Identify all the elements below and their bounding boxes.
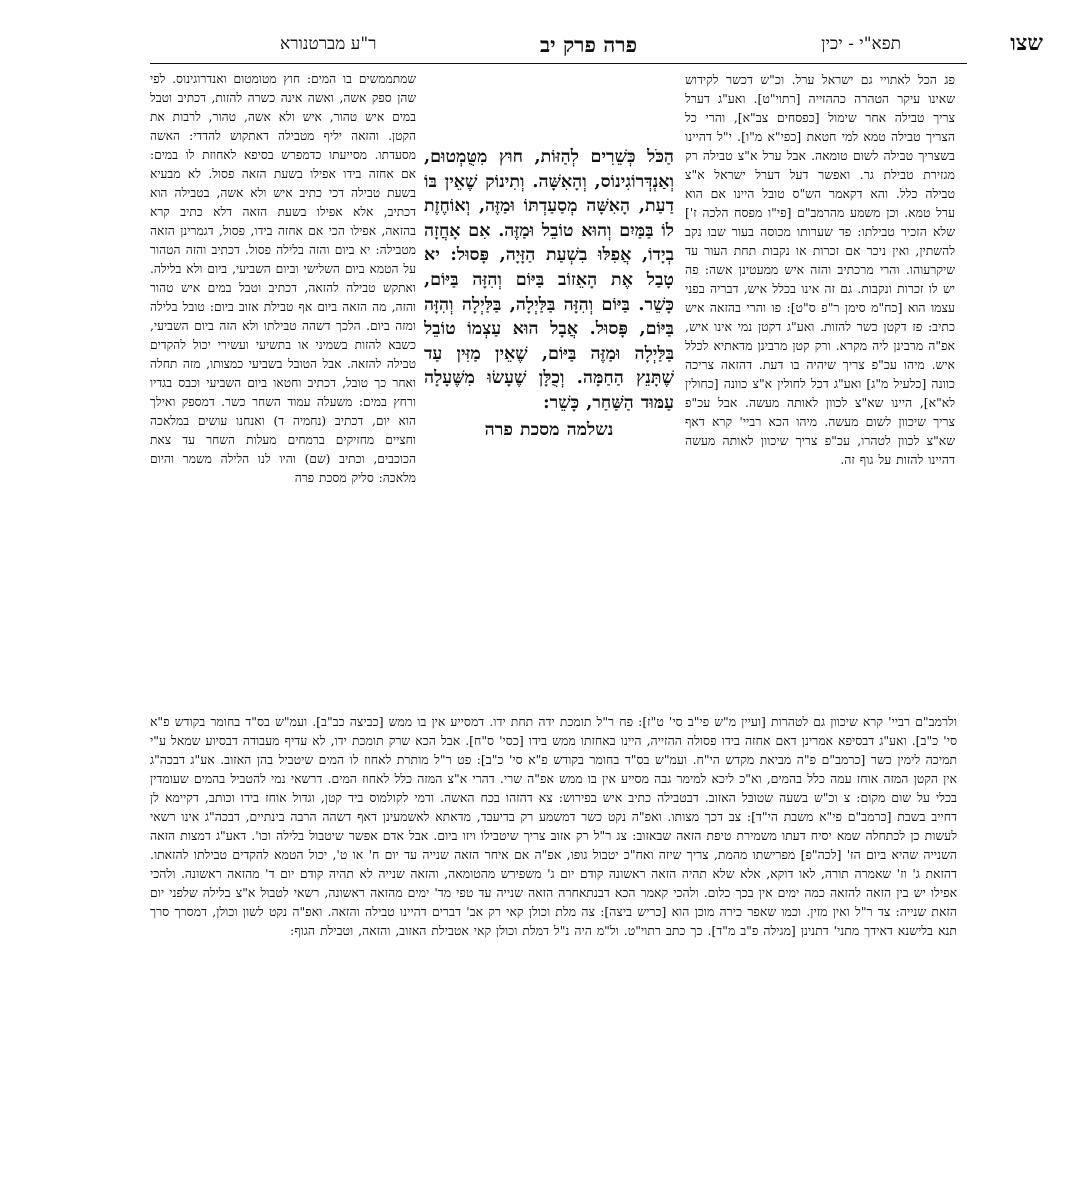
commentary-name: ר"ע מברטנורא bbox=[280, 34, 377, 54]
page-number: שצו bbox=[1010, 30, 1043, 56]
mishnah-text: הַכֹּל כְּשֵׁרִים לְהַזּוֹת, חוּץ מִטֻּמְטוּם, וְאַנְדְּרוֹגִינוֹס, וְהָאִשָּׁה. וְתִינוֹק שֶׁאֵין בּוֹ דַעַת, הָאִשָּׁה מְסַעַדְתּוֹ וּמַזֶּה, וְאוֹחֶזֶת לוֹ בַּמַּיִם וְהוּא טוֹבֵל וּמַזֶּה. אִם אָחֲזָה בְיָדוֹ, אֲפִלּוּ בִשְׁעַת הַזָּיָה, פָּסוּל: יא טָבַל אֶת הָאֵזוֹב בַּיּוֹם וְהִזָּה בַּיּוֹם, כָּשֵׁר. בַּיּוֹם וְהִזָּה בַּלַּיְלָה, בַּלַּיְלָה וְהִזָּה בַּיּוֹם, פָּסוּל. אֲבָל הוּא עַצְמוֹ טוֹבֵל בַּלַּיְלָה וּמַזֶּה בַּיּוֹם, שֶׁאֵין מַזִּין עַד שֶׁתָּנֵץ הַחַמָּה. וְכֻלָּן שֶׁעָשׂוּ מִשֶּׁעָלָה עַמּוּד הַשַּׁחַר, כָּשֵׁר: bbox=[424, 147, 674, 413]
page-header bbox=[280, 30, 1043, 64]
tiferet-yisrael-bottom: ולרמב"ם רביי' קרא שיכוון גם לטהרות [ועיין מ"ש פי"ב סי' ט"ז]: פח ר"ל תומכת ידה תחת ידו. דמסייע אין בו ממש [כביצה כב"ב]. ועמ"ש בס"ד בחומר בקודש פ"א סי' כ"ב]. ואע"ג דבסיפא אמרינן דאם אחזה בידו פסולה ההזייה, היינו באחזתו ממש בידו [כסי' ס"ח]. אבל הכא שרק תומכת ידו, לא עדיף מעבודה דבסיוע שמאל ע"י תמיכה לימין כשר [כרמב"ם פ"ה מביאת מקדש הי"ח. ועמ"ש בס"ד בחומר בקודש פ"א סי' כ"ב]: פט ר"ל מותרת לאחוז לו המים שיטביל בהן האזוב. אע"ג דבכה"ג אין הקטן המזה אוחז עמה כלל בהמים, וא"כ ליכא למימר גבה מסייע אין בו ממש אפ"ה שרי. דהרי א"צ המזה כלל לאחוז המים. דרשאי נמי להטביל בהמים שעומדין בכלי על שום מקום: צ וכ"ש בשעה שטובל האזוב. דבטבילה כתיב איש בפירוש: צא דהזהו בכח האשה. ודמי לקולמוס ביד קטן, וגדול אוחז בידו וכותב, דקיימא לן דחייב בשבת [כרמב"ם פי"א משבת הי"ד]: צב דכך מצותו. ואפ"ה נקט כשר דמשמע רק בדיעבד, מדאתא לאשמעינן דאף דשהה הרבה בינתיים, דבכה"ג אינו רשאי לעשות כן לכתחלה שמא יסיח דעתו משמירת טיפת הזאה שבאזוב: צג ר"ל רק אזוב צריך שיטבילו ויזו ביום. אבל אדם אפשר שיטבול בלילה וכו'. דאע"ג דמצות הזאה השנייה שהיא ביום הז' [לכה"פ] מפרישתו מהמת, צריך שיזה ואח"כ יטבול גופו, אפ"ה אם איחר הזאה שנייה עד יום ח' או ט', יכול הטמא להקדים טבילתו להזאתו. דהזאת ג' וז' שאמרה תורה, לאו דוקא, אלא שלא תהיה הזאה ראשונה קודם יום ג' משפירש מהטומאה, והזאה שנייה לא תהיה קודם יום ד' מהזאה ראשונה. ולהכי אפילו יש בין הזאה להזאה כמה ימים אין בכך כלום. ולהכי קאמר הכא דבנתאחרה הזאה שנייה עד טפי מד' ימים מהזאה ראשונה, רשאי לטבול א"צ בלילה שלפני יום הזאת שנייה: צד ר"ל ואין מזין. וכמו שאפר כירה מוכן הוא [כריש ביצה]: צה מלת וכולן קאי רק אב' דברים דהיינו טבילה והזאה. ואפ"ה נקט לשון וכולן, דמסרך סרך תנא בלישנא דאידך מתני' דתנינן [מגילה פ"ב מ"ד]. כך כתב רתוי"ט. ול"מ היה נ"ל דמלת וכולן קאי אטבילת האזוב, והזאה, וטבילת הגוף: bbox=[150, 714, 957, 938]
mishnah-text-block bbox=[424, 145, 674, 663]
tractate-ending: נשלמה מסכת פרה bbox=[484, 419, 614, 440]
page-title: פרה פרק יב bbox=[540, 32, 638, 57]
tiferet-yisrael-column: פג הכל לאתויי גם ישראל ערל. וכ"ש דכשר לקידוש שאינו עיקר הטהרה כההזייה [רתוי"ט]. ואע"ג דערל צריך טבילה אחר שימול [כפסחים צב"א], והרי כל הצריך טבילה טמא למי חטאת [כפי"א מ"ו]. י"ל דהיינו בשצריך טבילה לשום טומאה. אבל ערל א"צ טבילה רק מגזירת טבילת גר. ואפשר דעל דערל ישראל א"צ טבילה כלל. והא דקאמר הש"ס טובל היינו אם הוא ערל טמא. וכן משמע מהרמב"ם [פי"ו מפסח הלכה ז'] שלא הזכיר טבילתו: פד שערותו מכוסה בעור שבו נקב להשתין, ואין ניכר אם זכרות או נקבות תחת העור עד שיקרעוהו. והרי מרכתיב והזה איש ממעטינן אשה: פה יש לו זכרות ונקבות. גם זה אינו בכלל איש, דבריה בפני עצמו הוא [כח"מ סימן ר"פ ס"ט]: פו והרי בהזאה איש כתיב: פז דקטן כשר להזות. ואע"ג דקטן נמי אינו איש, אפ"ה מרבינן ליה מקרא. ורק קטן מרבינן מדאתיא לכלל איש. מיהו עכ"פ צריך שיהיה בו דעת. דהזאה צריכה כוונה [כלעיל מ"ג] ואע"ג דכל לחולין א"צ כוונה [כחולין לא"א], היינו שא"צ לכוון לאותה מעשה. אבל עכ"פ צריך שיכוון לשום מעשה. מיהו הכא רביי' קרא דאף שא"צ לכוון לטהרו, עכ"פ צריך שיכוון לאותה מעשה דהיינו להזות על גוף זה. bbox=[685, 72, 955, 467]
bartenura-column: שמתממשים בו המים: חוץ מטומטום ואנדרוגינוס. לפי שהן ספק אשה, ואשה אינה כשרה להזות, דכתיב וטבל במים איש טהור, איש ולא אשה, טהור, לרבות את הקטן. והזאה יליף מטבילה דאתקוש להדדי: האשה מסעדתו. מסייעתו כדמפרש בסיפא לאחוזת לו במים: אם אחזה בידו אפילו בשעת הזאה פסול. לא מבעיא בשעת טבילה דכי כתיב איש ולא אשה, בטבילה הוא דכתיב, אלא אפילו בשעת הזאה דלא כתיב קרא בהזאה, אפילו הכי אם אחזה בידו, פסול, דגמרינן הזאה מטבילה: יא ביום והזה בלילה פסול. דכתיב והזה הטהור על הטמא ביום השלישי וביום השביעי, ביום ולא בלילה. ואתקש טבילה להזאה, דכתיב וטבל במים איש טהור והזה, מה הזאה ביום אף טבילת אזוב ביום: טובל בלילה ומזה ביום. הלכך דשהה טבילתו ולא הזה ביום השביעי, כשבא להזות בשמיני או בתשיעי ועשירי יכול להקדים טבילה להזאה. אבל הטובל בשביעי כמצותו, מזה תחלה ואחר כך טובל, דכתיב וחטאו ביום השביעי וכבס בגדיו ורחץ במים: משעלה עמוד השחר כשר. דמספק ואילך הוא יום, דכתיב (נחמיה ד) ואנחנו עושים במלאכה וחציים מחזיקים ברמחים מעלות השחר עד צאת הכוכבים, וכתיב (שם) והיו לנו הלילה משמר והיום מלאכה: סליק מסכת פרה bbox=[150, 72, 416, 485]
header-rule bbox=[150, 63, 967, 64]
chapter-reference: תפא"י - יכין bbox=[821, 34, 901, 54]
